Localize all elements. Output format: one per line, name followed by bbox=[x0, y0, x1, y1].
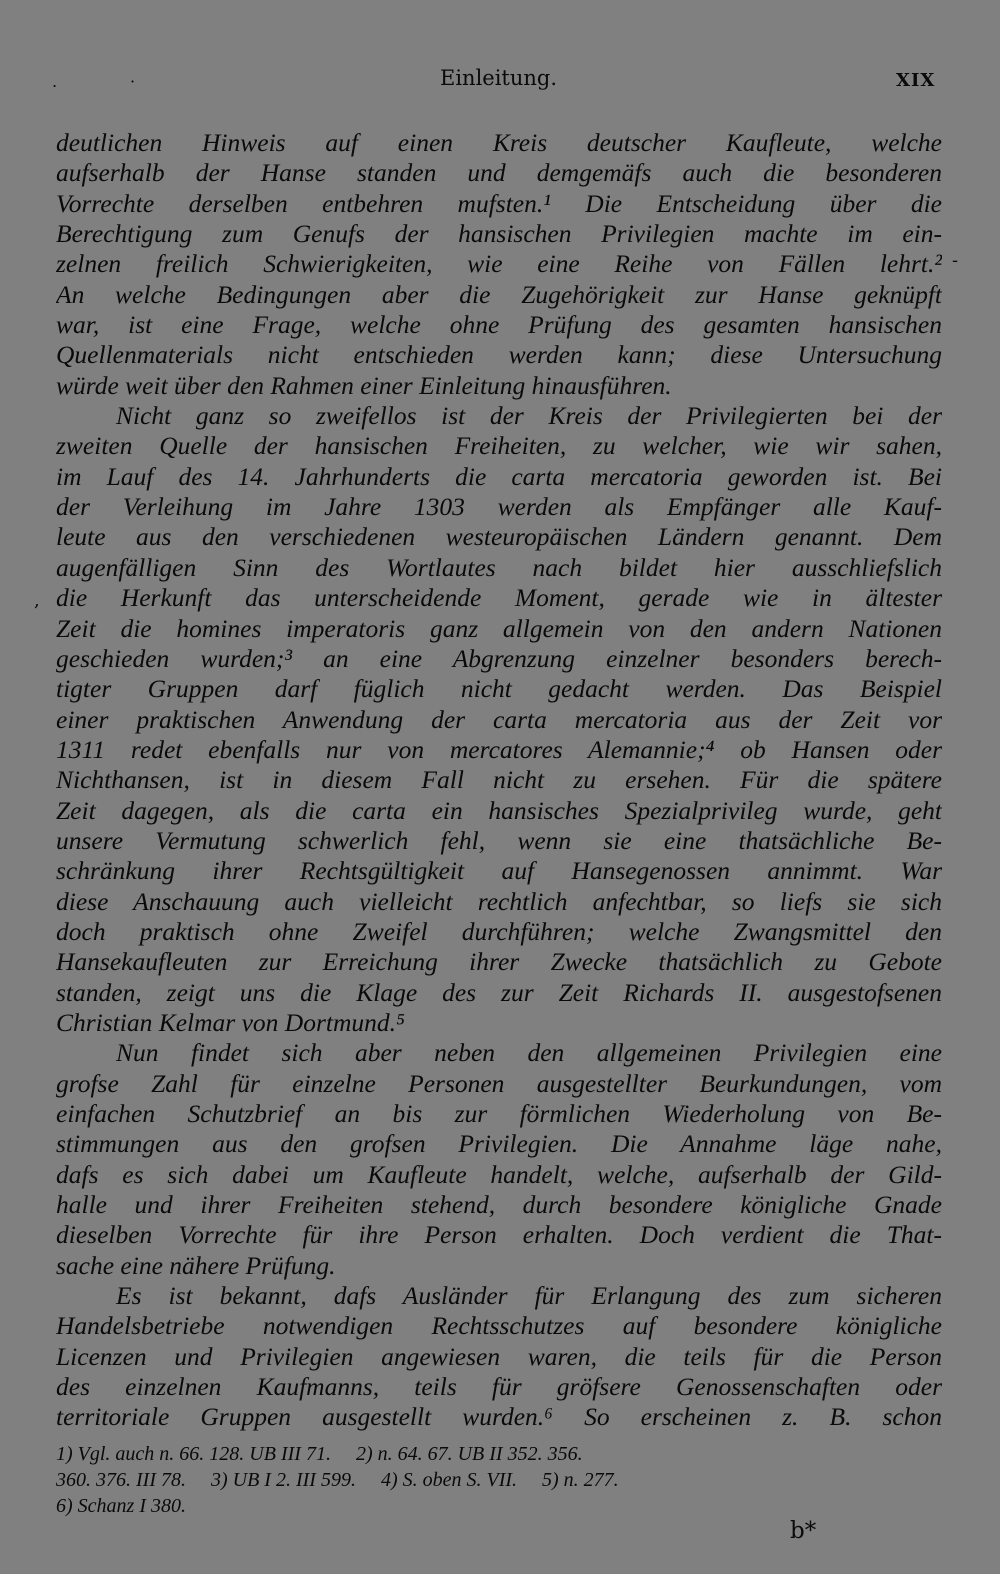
margin-mark-right: - bbox=[952, 250, 959, 271]
text-line: würde weit über den Rahmen einer Einleitung hinausführen. bbox=[56, 370, 672, 400]
text-line: Nichthansen, ist in diesem Fall nicht zu ersehen. Für die spätere bbox=[56, 765, 942, 795]
text-line: dafs es sich dabei um Kaufleute handelt, welche, aufserhalb der Gild- bbox=[56, 1159, 942, 1189]
text-line: diese Anschauung auch vielleicht rechtlich anfechtbar, so liefs sie sich bbox=[56, 886, 942, 916]
text-line: geschieden wurden;³ an eine Abgrenzung einzelner besonders berech- bbox=[56, 643, 942, 673]
text-line: Licenzen und Privilegien angewiesen waren, die teils für die Person bbox=[56, 1341, 942, 1371]
header-mark-1: . bbox=[52, 72, 58, 91]
text-line: An welche Bedingungen aber die Zugehörigkeit zur Hanse geknüpft bbox=[56, 279, 942, 309]
text-line: deutlichen Hinweis auf einen Kreis deutscher Kaufleute, welche bbox=[56, 128, 942, 157]
text-line: unsere Vermutung schwerlich fehl, wenn sie eine thatsächliche Be- bbox=[56, 825, 942, 855]
footnotes bbox=[56, 1441, 946, 1519]
text-line: territoriale Gruppen ausgestellt wurden.⁶ So erscheinen z. B. schon bbox=[56, 1402, 942, 1432]
footnote-line: 6) Schanz I 380. bbox=[56, 1495, 186, 1517]
text-line: schränkung ihrer Rechtsgültigkeit auf Hansegenossen annimmt. War bbox=[56, 856, 942, 886]
text-line: zelnen freilich Schwierigkeiten, wie eine Reihe von Fällen lehrt.² bbox=[56, 249, 942, 279]
running-header bbox=[0, 66, 1000, 106]
text-line: Zeit dagegen, als die carta ein hansisches Spezialprivileg wurde, geht bbox=[56, 795, 942, 825]
text-line: augenfälligen Sinn des Wortlautes nach bildet hier ausschliefslich bbox=[56, 552, 942, 582]
text-line: der Verleihung im Jahre 1303 werden als Empfänger alle Kauf- bbox=[56, 492, 942, 522]
footnote-line: 360. 376. III 78. 3) UB I 2. III 599. 4) S. oben S. VII. 5) n. 277. bbox=[56, 1469, 619, 1491]
text-line: des einzelnen Kaufmanns, teils für gröfsere Genossenschaften oder bbox=[56, 1372, 942, 1402]
text-line: Quellenmaterials nicht entschieden werden kann; diese Untersuchung bbox=[56, 340, 942, 370]
text-line: zweiten Quelle der hansischen Freiheiten, zu welcher, wie wir sahen, bbox=[56, 431, 942, 461]
text-line: im Lauf des 14. Jahrhunderts die carta mercatoria geworden ist. Bei bbox=[56, 461, 942, 491]
text-line: Handelsbetriebe notwendigen Rechtsschutzes auf besondere königliche bbox=[56, 1311, 942, 1341]
text-line: sache eine nähere Prüfung. bbox=[56, 1250, 336, 1280]
text-line: einer praktischen Anwendung der carta mercatoria aus der Zeit vor bbox=[56, 704, 942, 734]
text-line: 1311 redet ebenfalls nur von mercatores Alemannie;⁴ ob Hansen oder bbox=[56, 734, 942, 764]
text-line: Berechtigung zum Genufs der hansischen Privilegien machte im ein- bbox=[56, 219, 942, 249]
text-line: Christian Kelmar von Dortmund.⁵ bbox=[56, 1007, 405, 1037]
text-line: Zeit die homines imperatoris ganz allgemein von den andern Nationen bbox=[56, 613, 942, 643]
footnote-line: 1) Vgl. auch n. 66. 128. UB III 71. 2) n. 64. 67. UB II 352. 356. bbox=[56, 1443, 583, 1465]
text-line: grofse Zahl für einzelne Personen ausgestellter Beurkundungen, vom bbox=[56, 1068, 942, 1098]
text-line: die Herkunft das unterscheidende Moment, gerade wie in ältester bbox=[56, 583, 942, 613]
text-line: stimmungen aus den grofsen Privilegien. Die Annahme läge nahe, bbox=[56, 1129, 942, 1159]
text-line: war, ist eine Frage, welche ohne Prüfung des gesamten hansischen bbox=[56, 310, 942, 340]
text-line: doch praktisch ohne Zweifel durchführen; welche Zwangsmittel den bbox=[56, 916, 942, 946]
text-line: aufserhalb der Hanse standen und demgemäfs auch die besonderen bbox=[56, 158, 942, 188]
text-line: Hansekaufleuten zur Erreichung ihrer Zwecke thatsächlich zu Gebote bbox=[56, 947, 942, 977]
running-title: Einleitung. bbox=[440, 66, 558, 90]
text-line: tigter Gruppen darf füglich nicht gedacht werden. Das Beispiel bbox=[56, 674, 942, 704]
page-number: XIX bbox=[896, 70, 936, 91]
text-line: leute aus den verschiedenen westeuropäischen Ländern genannt. Dem bbox=[56, 522, 942, 552]
text-line: halle und ihrer Freiheiten stehend, durch besondere königliche Gnade bbox=[56, 1190, 942, 1220]
text-line: Es ist bekannt, dafs Ausländer für Erlangung des zum sicheren bbox=[116, 1281, 942, 1311]
margin-mark-left: , bbox=[34, 590, 40, 611]
text-line: dieselben Vorrechte für ihre Person erhalten. Doch verdient die That- bbox=[56, 1220, 942, 1250]
text-line: einfachen Schutzbrief an bis zur förmlichen Wiederholung von Be- bbox=[56, 1099, 942, 1128]
text-line: Nun findet sich aber neben den allgemeinen Privilegien eine bbox=[116, 1038, 942, 1068]
text-line: Vorrechte derselben entbehren mufsten.¹ Die Entscheidung über die bbox=[56, 188, 942, 218]
signature-mark: b* bbox=[790, 1518, 817, 1544]
text-line: Nicht ganz so zweifellos ist der Kreis der Privilegierten bei der bbox=[116, 401, 942, 431]
text-line: standen, zeigt uns die Klage des zur Zeit Richards II. ausgestofsenen bbox=[56, 977, 942, 1007]
main-text bbox=[56, 128, 942, 1433]
header-mark-2: · bbox=[130, 72, 136, 91]
